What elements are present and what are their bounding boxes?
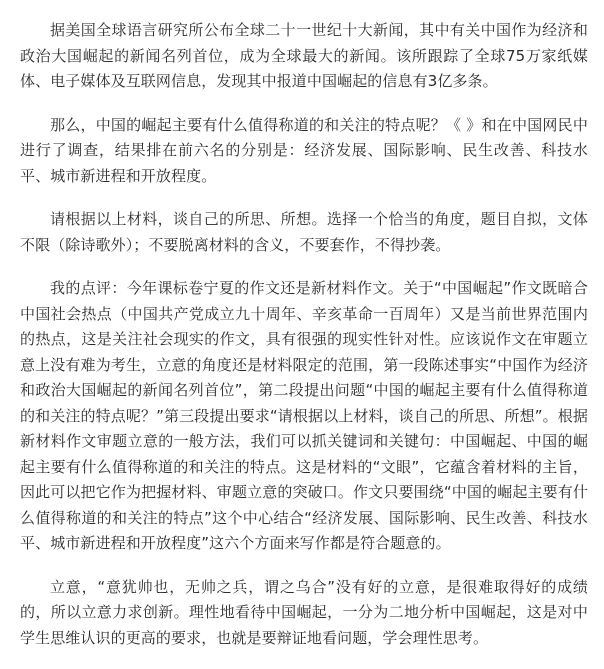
paragraph-commentary: 我的点评：今年课标卷宁夏的作文还是新材料作文。关于“中国崛起”作文既暗合中国社会热点（中国共产党成立九十周年、辛亥革命一百周年）又是当前世界范围内的热点，这是关注社会现实的作文，具有很强的现实性针对性。应该说作文在审题立意上没有难为考生，立意的角度还是材料限定的范围，第一段陈述事实“中国作为经济和政治大国崛起的新闻名列首位”，第二段提出问题“中国的崛起主要有什么值得称道的和关注的特点呢？”第三段提出要求“请根据以上材料，谈自己的所思、所想”。根据新材料作文审题立意的一般方法，我们可以抓关键词和关键句：中国崛起、中国的崛起主要有什么值得称道的和关注的特点。这是材料的“文眼”，它蕴含着材料的主旨，因此可以把它作为把握材料、审题立意的突破口。作文只要围绕“中国的崛起主要有什么值得称道的和关注的特点”这个中心结合“经济发展、国际影响、民生改善、科技水平、城市新进程和开放程度”这六个方面来写作都是符合题意的。: [20, 279, 588, 552]
article-body: [20, 18, 588, 669]
paragraph-theme-guidance: 立意，“意犹帅也，无帅之兵，谓之乌合”没有好的立意，是很难取得好的成绩的，所以立意力求创新。理性地看待中国崛起，一分为二地分析中国崛起，这是对中学生思维认识的更高的要求，也就是要辩证地看问题，学会理性思考。: [20, 577, 588, 647]
paragraph-news-intro: 据美国全球语言研究所公布全球二十一世纪十大新闻，其中有关中国作为经济和政治大国崛起的新闻名列首位，成为全球最大的新闻。该所跟踪了全球75万家纸媒体、电子媒体及互联网信息，发现其中报道中国崛起的信息有3亿多条。: [20, 21, 588, 90]
paragraph-survey-question: 那么，中国的崛起主要有什么值得称道的和关注的特点呢？《 》和在中国网民中进行了调查，结果排在前六名的分别是：经济发展、国际影响、民生改善、科技水平、城市新进程和开放程度。: [20, 115, 588, 185]
paragraph-writing-prompt: 请根据以上材料，谈自己的所思、所想。选择一个恰当的角度，题目自拟，文体不限（除诗歌外）；不要脱离材料的含义，不要套作，不得抄袭。: [20, 210, 588, 254]
